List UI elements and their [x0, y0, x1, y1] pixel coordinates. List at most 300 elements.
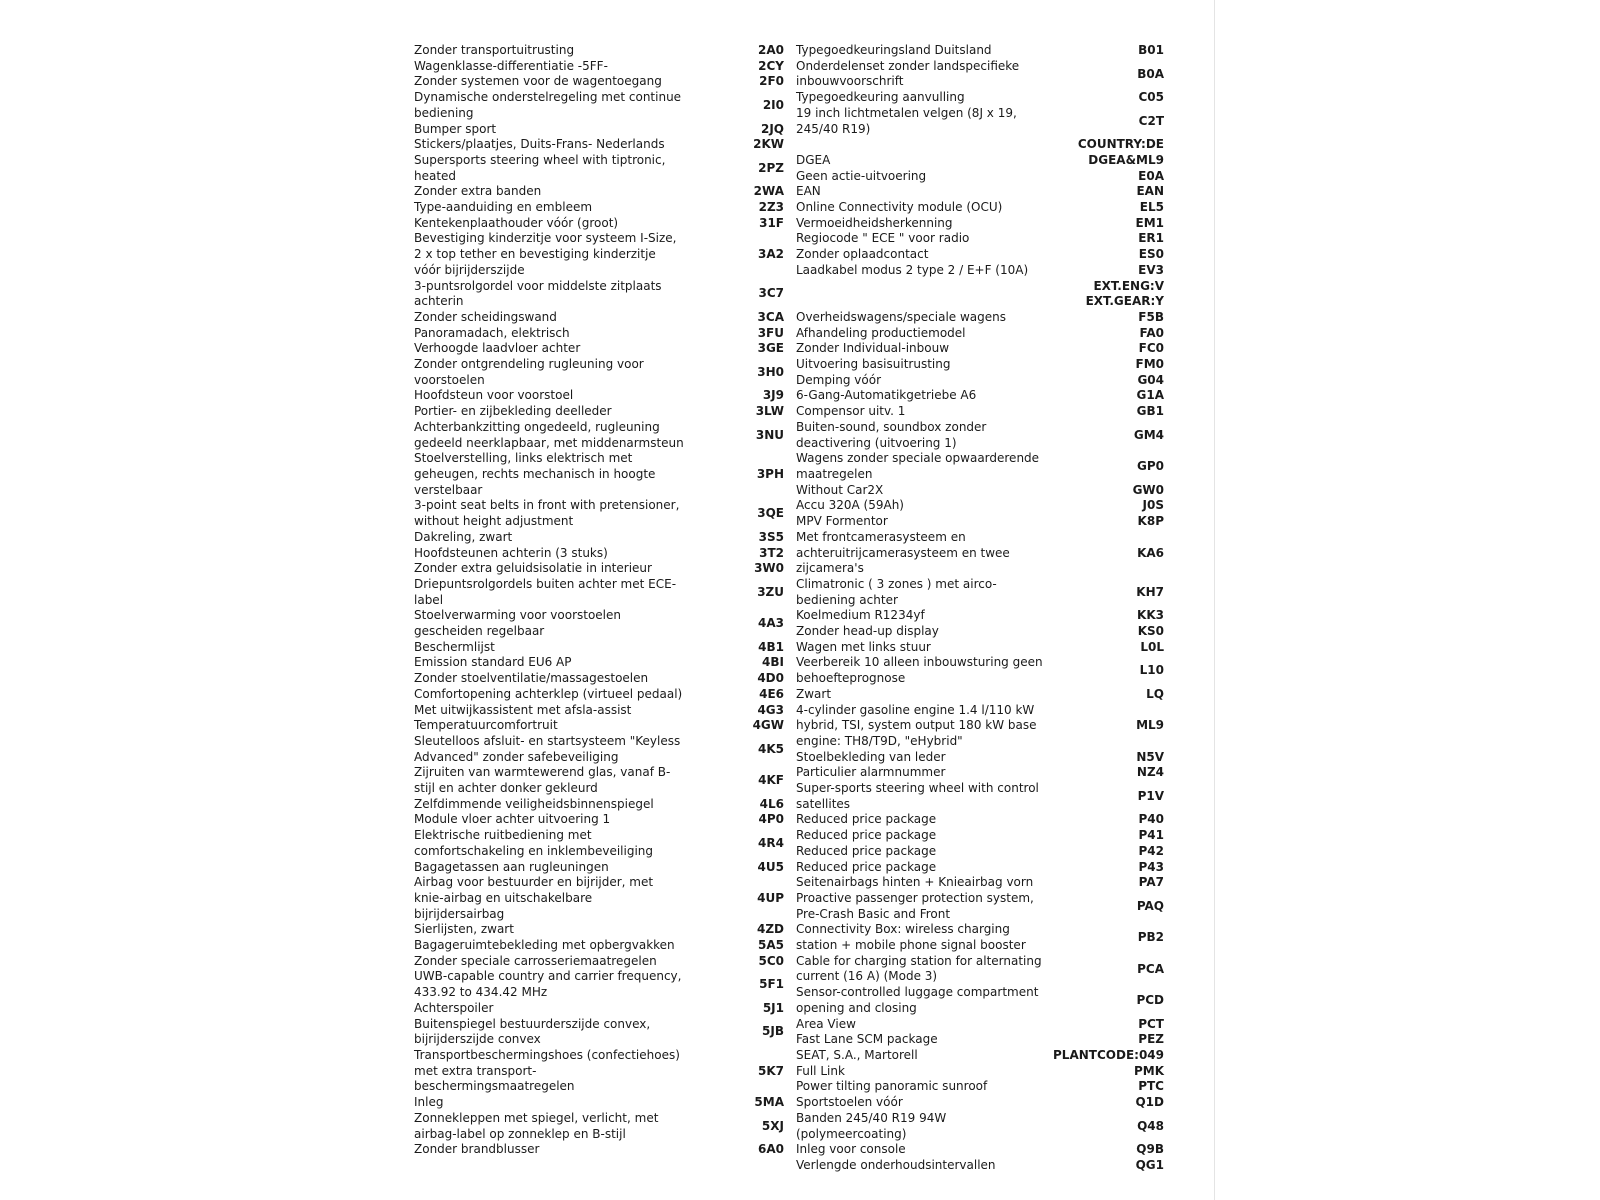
option-row	[796, 828, 1164, 844]
option-description: Elektrische ruitbediening met comfortschakeling en inklembeveiliging	[414, 828, 654, 858]
option-row	[796, 624, 1164, 640]
option-row	[414, 1142, 784, 1158]
option-description: Airbag voor bestuurder en bijrijder, met knie-airbag en uitschakelbare bijrijdersairbag	[414, 875, 654, 921]
option-description: Full Link	[796, 1063, 845, 1078]
option-description: Wagens zonder speciale opwaarderende maatregelen	[796, 451, 1040, 481]
option-description: Zonder extra banden	[414, 184, 542, 199]
option-code: 3PH	[756, 466, 784, 481]
option-code: ML9	[1136, 718, 1164, 733]
option-row	[796, 231, 1164, 247]
option-row	[414, 122, 784, 138]
option-description: Zonnekleppen met spiegel, verlicht, met airbag-label op zonneklep en B-stijl	[414, 1110, 659, 1141]
option-code: ER1	[1138, 231, 1164, 246]
option-row	[414, 498, 784, 529]
option-row	[414, 357, 784, 388]
option-description: Without Car2X	[796, 482, 884, 497]
option-code: 3W0	[754, 561, 784, 576]
option-code: PEZ	[1138, 1032, 1164, 1047]
option-code: KH7	[1136, 584, 1164, 599]
option-row	[414, 1095, 784, 1111]
option-code: Q1D	[1135, 1095, 1164, 1110]
option-row	[414, 1048, 784, 1095]
option-description: Fast Lane SCM package	[796, 1032, 938, 1047]
option-code: 3A2	[758, 247, 784, 262]
option-code: 3CA	[757, 309, 784, 324]
option-row	[414, 671, 784, 687]
option-description: Transportbeschermingshoes (confectiehoes) met extra transport- beschermingsmaatregelen	[414, 1048, 680, 1094]
option-code: EXT.ENG:V	[1093, 278, 1164, 293]
option-description: Zonder oplaadcontact	[796, 247, 929, 262]
option-row	[796, 341, 1164, 357]
option-code: FC0	[1138, 341, 1164, 356]
option-code: 3GE	[757, 341, 784, 356]
option-code: 4ZD	[756, 922, 784, 937]
option-description: Overheidswagens/speciale wagens	[796, 309, 1007, 324]
option-row	[796, 483, 1164, 499]
option-row	[414, 655, 784, 671]
option-row	[796, 750, 1164, 766]
option-code: 5K7	[758, 1063, 784, 1078]
option-row	[414, 954, 784, 970]
option-code: 2KW	[753, 137, 784, 152]
option-row	[796, 1142, 1164, 1158]
option-code: 5JB	[762, 1024, 784, 1039]
option-row	[796, 922, 1164, 953]
option-code: KS0	[1137, 624, 1164, 639]
option-description: Seitenairbags hinten + Knieairbag vorn	[796, 875, 1034, 890]
option-code: B0A	[1137, 66, 1164, 81]
option-row	[414, 310, 784, 326]
option-code: PCA	[1137, 961, 1164, 976]
option-code: P40	[1138, 812, 1164, 827]
option-description: Sensor-controlled luggage compartment opening and closing	[796, 985, 1039, 1015]
option-description: Reduced price package	[796, 859, 937, 874]
option-code: QG1	[1135, 1157, 1164, 1172]
option-code: EAN	[1136, 184, 1164, 199]
option-row	[414, 640, 784, 656]
option-description: Hoofdsteun voor voorstoel	[414, 388, 574, 403]
option-code: 4UP	[757, 890, 784, 905]
option-row	[796, 90, 1164, 106]
option-row	[796, 812, 1164, 828]
option-code: 2Z3	[758, 200, 784, 215]
option-row	[414, 184, 784, 200]
option-row	[796, 1048, 1164, 1064]
option-code: 4U5	[757, 859, 784, 874]
option-row	[414, 388, 784, 404]
option-code: 2CY	[758, 58, 784, 73]
option-description: Climatronic ( 3 zones ) met airco- bediening achter	[796, 576, 997, 607]
option-description: Achterbankzitting ongedeeld, rugleuning gedeeld neerklapbaar, met middenarmsteun	[414, 419, 684, 450]
option-code: 4L6	[759, 796, 784, 811]
option-description: Accu 320A (59Ah)	[796, 498, 904, 513]
option-code: 6A0	[758, 1142, 784, 1157]
option-row	[414, 43, 784, 59]
option-code: J0S	[1142, 498, 1164, 513]
option-row	[414, 875, 784, 922]
option-row	[796, 860, 1164, 876]
option-code: PMK	[1133, 1063, 1164, 1078]
option-row	[796, 1111, 1164, 1142]
option-row	[796, 655, 1164, 686]
option-row	[796, 765, 1164, 781]
option-description: Sleutelloos afsluit- en startsysteem "Keyless Advanced" zonder safebeveiliging	[414, 733, 681, 764]
option-row	[414, 938, 784, 954]
options-column-right	[796, 43, 1164, 1174]
option-description: Zonder systemen voor de wagentoegang	[414, 74, 662, 89]
option-code: L0L	[1140, 639, 1164, 654]
option-description: Emission standard EU6 AP	[414, 655, 572, 670]
option-description: 3-puntsrolgordel voor middelste zitplaats achterin	[414, 278, 662, 309]
option-code: 2WA	[753, 184, 784, 199]
option-row	[796, 247, 1164, 263]
option-row	[796, 1095, 1164, 1111]
option-description: Online Connectivity module (OCU)	[796, 200, 1003, 215]
option-row	[414, 404, 784, 420]
option-code: C2T	[1138, 113, 1164, 128]
option-row	[796, 294, 1164, 310]
option-description: Koelmedium R1234yf	[796, 608, 925, 623]
option-code: F5B	[1138, 309, 1164, 324]
option-description: Panoramadach, elektrisch	[414, 325, 570, 340]
option-row	[414, 451, 784, 498]
option-description: Vermoeidheidsherkenning	[796, 215, 953, 230]
option-description: Sportstoelen vóór	[796, 1095, 903, 1110]
option-description: Stickers/plaatjes, Duits-Frans- Nederlands	[414, 137, 665, 152]
option-row	[414, 828, 784, 859]
option-code: NZ4	[1136, 765, 1164, 780]
option-description: Zonder scheidingswand	[414, 309, 557, 324]
option-description: Module vloer achter uitvoering 1	[414, 812, 611, 827]
options-column-left	[414, 43, 784, 1158]
option-row	[796, 577, 1164, 608]
option-row	[414, 530, 784, 546]
option-code: PTC	[1138, 1079, 1164, 1094]
option-description: Zonder transportuitrusting	[414, 43, 575, 57]
option-code: KK3	[1137, 608, 1164, 623]
option-description: Wagenklasse-differentiatie -5FF-	[414, 58, 608, 73]
option-row	[796, 891, 1164, 922]
option-row	[414, 734, 784, 765]
option-description: Typegoedkeuringsland Duitsland	[796, 43, 992, 57]
option-code: P42	[1138, 843, 1164, 858]
option-row	[796, 703, 1164, 750]
option-description: Reduced price package	[796, 843, 937, 858]
option-description: Onderdelenset zonder landspecifieke inbouwvoorschrift	[796, 58, 1020, 89]
option-description: Met frontcamerasysteem en achteruitrijcamerasysteem en twee zijcamera's	[796, 529, 1010, 576]
option-row	[796, 404, 1164, 420]
option-description: Veerbereik 10 alleen inbouwsturing geen behoefteprognose	[796, 655, 1043, 686]
option-description: DGEA	[796, 152, 831, 167]
option-code: 5J1	[762, 1000, 784, 1015]
option-row	[414, 687, 784, 703]
option-code: LQ	[1146, 686, 1164, 701]
option-description: Zonder ontgrendeling rugleuning voor voorstoelen	[414, 357, 644, 387]
option-code: 4BI	[762, 655, 784, 670]
option-row	[796, 1032, 1164, 1048]
option-row	[796, 985, 1164, 1016]
option-code: GB1	[1136, 404, 1164, 419]
option-description: Bagagetassen aan rugleuningen	[414, 859, 609, 874]
option-description: Kentekenplaathouder vóór (groot)	[414, 215, 619, 230]
option-description: Typegoedkeuring aanvulling	[796, 90, 965, 105]
option-description: 3-point seat belts in front with pretensioner, without height adjustment	[414, 498, 680, 529]
option-description: 6-Gang-Automatikgetriebe A6	[796, 388, 977, 403]
option-row	[414, 341, 784, 357]
option-code: G1A	[1136, 388, 1164, 403]
option-description: Comfortopening achterklep (virtueel pedaal)	[414, 686, 683, 701]
option-code: 5C0	[758, 953, 784, 968]
option-description: Power tilting panoramic sunroof	[796, 1079, 988, 1094]
option-description: Sierlijsten, zwart	[414, 922, 514, 937]
option-description: MPV Formentor	[796, 514, 888, 529]
option-code: 5A5	[758, 938, 784, 953]
option-row	[796, 153, 1164, 169]
option-description: Bevestiging kinderzitje voor systeem I-Size, 2 x top tether en bevestiging kinderzitje vóór bijrijderszijde	[414, 231, 677, 277]
option-row	[414, 59, 784, 75]
option-description: Stoelverstelling, links elektrisch met geheugen, rechts mechanisch in hoogte verstelbaar	[414, 451, 656, 497]
option-description: Met uitwijkassistent met afsla-assist	[414, 702, 632, 717]
option-row	[414, 969, 784, 1000]
option-row	[414, 797, 784, 813]
option-description: Type-aanduiding en embleem	[414, 200, 593, 215]
option-code: Q48	[1137, 1118, 1164, 1133]
option-description: Zonder speciale carrosseriemaatregelen	[414, 953, 657, 968]
option-code: 5MA	[754, 1095, 784, 1110]
option-description: Area View	[796, 1016, 856, 1031]
option-description: Compensor uitv. 1	[796, 404, 906, 419]
option-description: Connectivity Box: wireless charging station + mobile phone signal booster	[796, 922, 1026, 953]
option-code: 3FU	[757, 325, 784, 340]
option-row	[414, 153, 784, 184]
option-row	[414, 1001, 784, 1017]
option-description: Buitenspiegel bestuurderszijde convex, bijrijderszijde convex	[414, 1016, 651, 1047]
option-code: E0A	[1138, 168, 1164, 183]
option-description: Buiten-sound, soundbox zonder deactivering (uitvoering 1)	[796, 419, 987, 450]
option-description: Inleg voor console	[796, 1142, 906, 1157]
option-description: Zijruiten van warmtewerend glas, vanaf B- stijl en achter donker gekleurd	[414, 765, 671, 796]
option-description: Zonder extra geluidsisolatie in interieur	[414, 561, 652, 576]
option-code: COUNTRY:DE	[1077, 137, 1164, 152]
option-code: 3NU	[755, 427, 784, 442]
option-description: Verhoogde laadvloer achter	[414, 341, 581, 356]
option-code: 4P0	[758, 812, 784, 827]
option-code: GM4	[1133, 427, 1164, 442]
option-row	[414, 90, 784, 121]
option-code: 5XJ	[761, 1118, 784, 1133]
option-code: P1V	[1137, 788, 1164, 803]
option-row	[796, 1064, 1164, 1080]
option-row	[796, 875, 1164, 891]
option-code: FA0	[1139, 325, 1164, 340]
option-code: FM0	[1135, 357, 1164, 372]
option-code: B01	[1138, 43, 1164, 57]
option-row	[414, 703, 784, 719]
option-description: Bagageruimtebekleding met opbergvakken	[414, 938, 675, 953]
option-row	[414, 200, 784, 216]
option-description: Beschermlijst	[414, 639, 495, 654]
option-code: 4R4	[758, 836, 784, 850]
option-code: 4E6	[759, 686, 784, 701]
option-description: Particulier alarmnummer	[796, 765, 946, 780]
option-code: PCT	[1138, 1016, 1164, 1031]
option-description: Zelfdimmende veiligheidsbinnenspiegel	[414, 796, 654, 811]
option-row	[796, 200, 1164, 216]
option-row	[414, 718, 784, 734]
option-description: Bumper sport	[414, 121, 497, 136]
option-description: Hoofdsteunen achterin (3 stuks)	[414, 545, 608, 560]
option-row	[414, 216, 784, 232]
option-code: 2A0	[758, 43, 784, 57]
option-description: Afhandeling productiemodel	[796, 325, 966, 340]
option-description: Inleg	[414, 1095, 444, 1110]
option-description: Driepuntsrolgordels buiten achter met ECE- label	[414, 576, 677, 607]
option-code: 3T2	[759, 545, 784, 560]
option-description: Reduced price package	[796, 812, 937, 827]
option-row	[796, 326, 1164, 342]
option-description: Stoelbekleding van leder	[796, 749, 946, 764]
option-code: PCD	[1136, 993, 1164, 1008]
option-description: Geen actie-uitvoering	[796, 168, 927, 183]
option-code: 3LW	[755, 404, 784, 419]
option-code: PA7	[1138, 875, 1164, 890]
option-description: SEAT, S.A., Martorell	[796, 1048, 918, 1062]
option-code: 2PZ	[758, 160, 784, 175]
option-row	[414, 326, 784, 342]
option-description: Super-sports steering wheel with control satellites	[796, 781, 1039, 811]
option-description: Portier- en zijbekleding deelleder	[414, 404, 612, 419]
option-row	[796, 216, 1164, 232]
option-row	[796, 1079, 1164, 1095]
option-row	[796, 388, 1164, 404]
option-code: 4B1	[758, 639, 784, 654]
option-code: 3J9	[762, 388, 784, 403]
option-code: EM1	[1135, 215, 1164, 230]
option-row	[796, 357, 1164, 373]
option-code: G04	[1137, 372, 1164, 387]
option-row	[796, 781, 1164, 812]
option-description: 4-cylinder gasoline engine 1.4 l/110 kW hybrid, TSI, system output 180 kW base engine: TH8/T9D, "eHybrid"	[796, 702, 1037, 748]
option-code: EL5	[1139, 200, 1164, 215]
option-code: EV3	[1138, 262, 1164, 277]
option-code: 4K5	[758, 741, 784, 756]
option-row	[796, 451, 1164, 482]
option-row	[796, 1017, 1164, 1033]
option-row	[796, 530, 1164, 577]
option-description: Stoelverwarming voor voorstoelen gescheiden regelbaar	[414, 608, 622, 639]
option-row	[414, 561, 784, 577]
option-description: UWB-capable country and carrier frequency, 433.92 to 434.42 MHz	[414, 969, 682, 1000]
option-row	[796, 640, 1164, 656]
option-row	[796, 844, 1164, 860]
option-code: 3S5	[758, 529, 784, 544]
option-row	[414, 1111, 784, 1142]
option-code: PB2	[1137, 930, 1164, 945]
option-row	[796, 43, 1164, 59]
option-row	[796, 373, 1164, 389]
option-code: 4D0	[757, 671, 784, 686]
option-code: GP0	[1137, 459, 1164, 474]
option-description: Supersports steering wheel with tiptronic, heated	[414, 152, 666, 183]
option-code: 2I0	[762, 97, 784, 112]
option-description: Zonder brandblusser	[414, 1142, 540, 1157]
option-description: Wagen met links stuur	[796, 639, 931, 654]
option-description: Achterspoiler	[414, 1000, 494, 1015]
option-row	[414, 231, 784, 278]
option-description: Regiocode " ECE " voor radio	[796, 231, 970, 246]
option-description: Dakreling, zwart	[414, 529, 513, 544]
option-row	[796, 310, 1164, 326]
option-row	[414, 765, 784, 796]
option-description: Temperatuurcomfortruit	[414, 718, 558, 733]
option-row	[796, 420, 1164, 451]
option-code: 4G3	[757, 702, 784, 717]
option-code: 2F0	[759, 74, 784, 89]
option-code: ES0	[1138, 247, 1164, 262]
option-code: 3H0	[757, 364, 784, 379]
option-description: Uitvoering basisuitrusting	[796, 357, 951, 372]
option-row	[414, 577, 784, 608]
option-code: C05	[1138, 90, 1164, 105]
option-row	[796, 169, 1164, 185]
option-code: 5F1	[759, 977, 784, 992]
option-description: Zonder head-up display	[796, 624, 939, 639]
option-row	[796, 263, 1164, 279]
option-description: Zonder Individual-inbouw	[796, 341, 950, 356]
option-row	[796, 184, 1164, 200]
option-description: Verlengde onderhoudsintervallen	[796, 1157, 996, 1172]
option-description: Laadkabel modus 2 type 2 / E+F (10A)	[796, 262, 1029, 277]
option-row	[414, 420, 784, 451]
option-row	[414, 546, 784, 562]
option-code: KA6	[1137, 545, 1164, 560]
option-row	[796, 514, 1164, 530]
option-row	[796, 687, 1164, 703]
option-description: Banden 245/40 R19 94W (polymeercoating)	[796, 1110, 947, 1141]
option-row	[414, 137, 784, 153]
option-code: 3C7	[758, 286, 784, 301]
option-code: 3QE	[757, 506, 784, 521]
option-row	[796, 279, 1164, 295]
option-row	[414, 1017, 784, 1048]
option-code: K8P	[1137, 514, 1164, 529]
option-row	[796, 137, 1164, 153]
option-description: Dynamische onderstelregeling met continue bediening	[414, 90, 682, 120]
option-row	[796, 954, 1164, 985]
option-row	[414, 860, 784, 876]
option-row	[414, 279, 784, 310]
option-row	[414, 608, 784, 639]
option-description: Zwart	[796, 686, 832, 701]
option-description: Reduced price package	[796, 828, 937, 843]
option-row	[414, 74, 784, 90]
option-code: Q9B	[1136, 1142, 1164, 1157]
option-code: 31F	[759, 215, 784, 230]
option-description: Zonder stoelventilatie/massagestoelen	[414, 671, 649, 686]
option-row	[796, 498, 1164, 514]
page-edge-line	[1214, 0, 1215, 1200]
option-code: DGEA&ML9	[1088, 152, 1164, 167]
option-row	[414, 922, 784, 938]
option-code: P43	[1138, 859, 1164, 874]
option-code: P41	[1138, 828, 1164, 843]
option-code: 4KF	[758, 773, 784, 788]
option-description: 19 inch lichtmetalen velgen (8J x 19, 245/40 R19)	[796, 105, 1017, 136]
option-description: Proactive passenger protection system, Pre-Crash Basic and Front	[796, 890, 1034, 921]
option-code: GW0	[1132, 482, 1164, 497]
option-row	[796, 59, 1164, 90]
option-description: Demping vóór	[796, 372, 882, 387]
